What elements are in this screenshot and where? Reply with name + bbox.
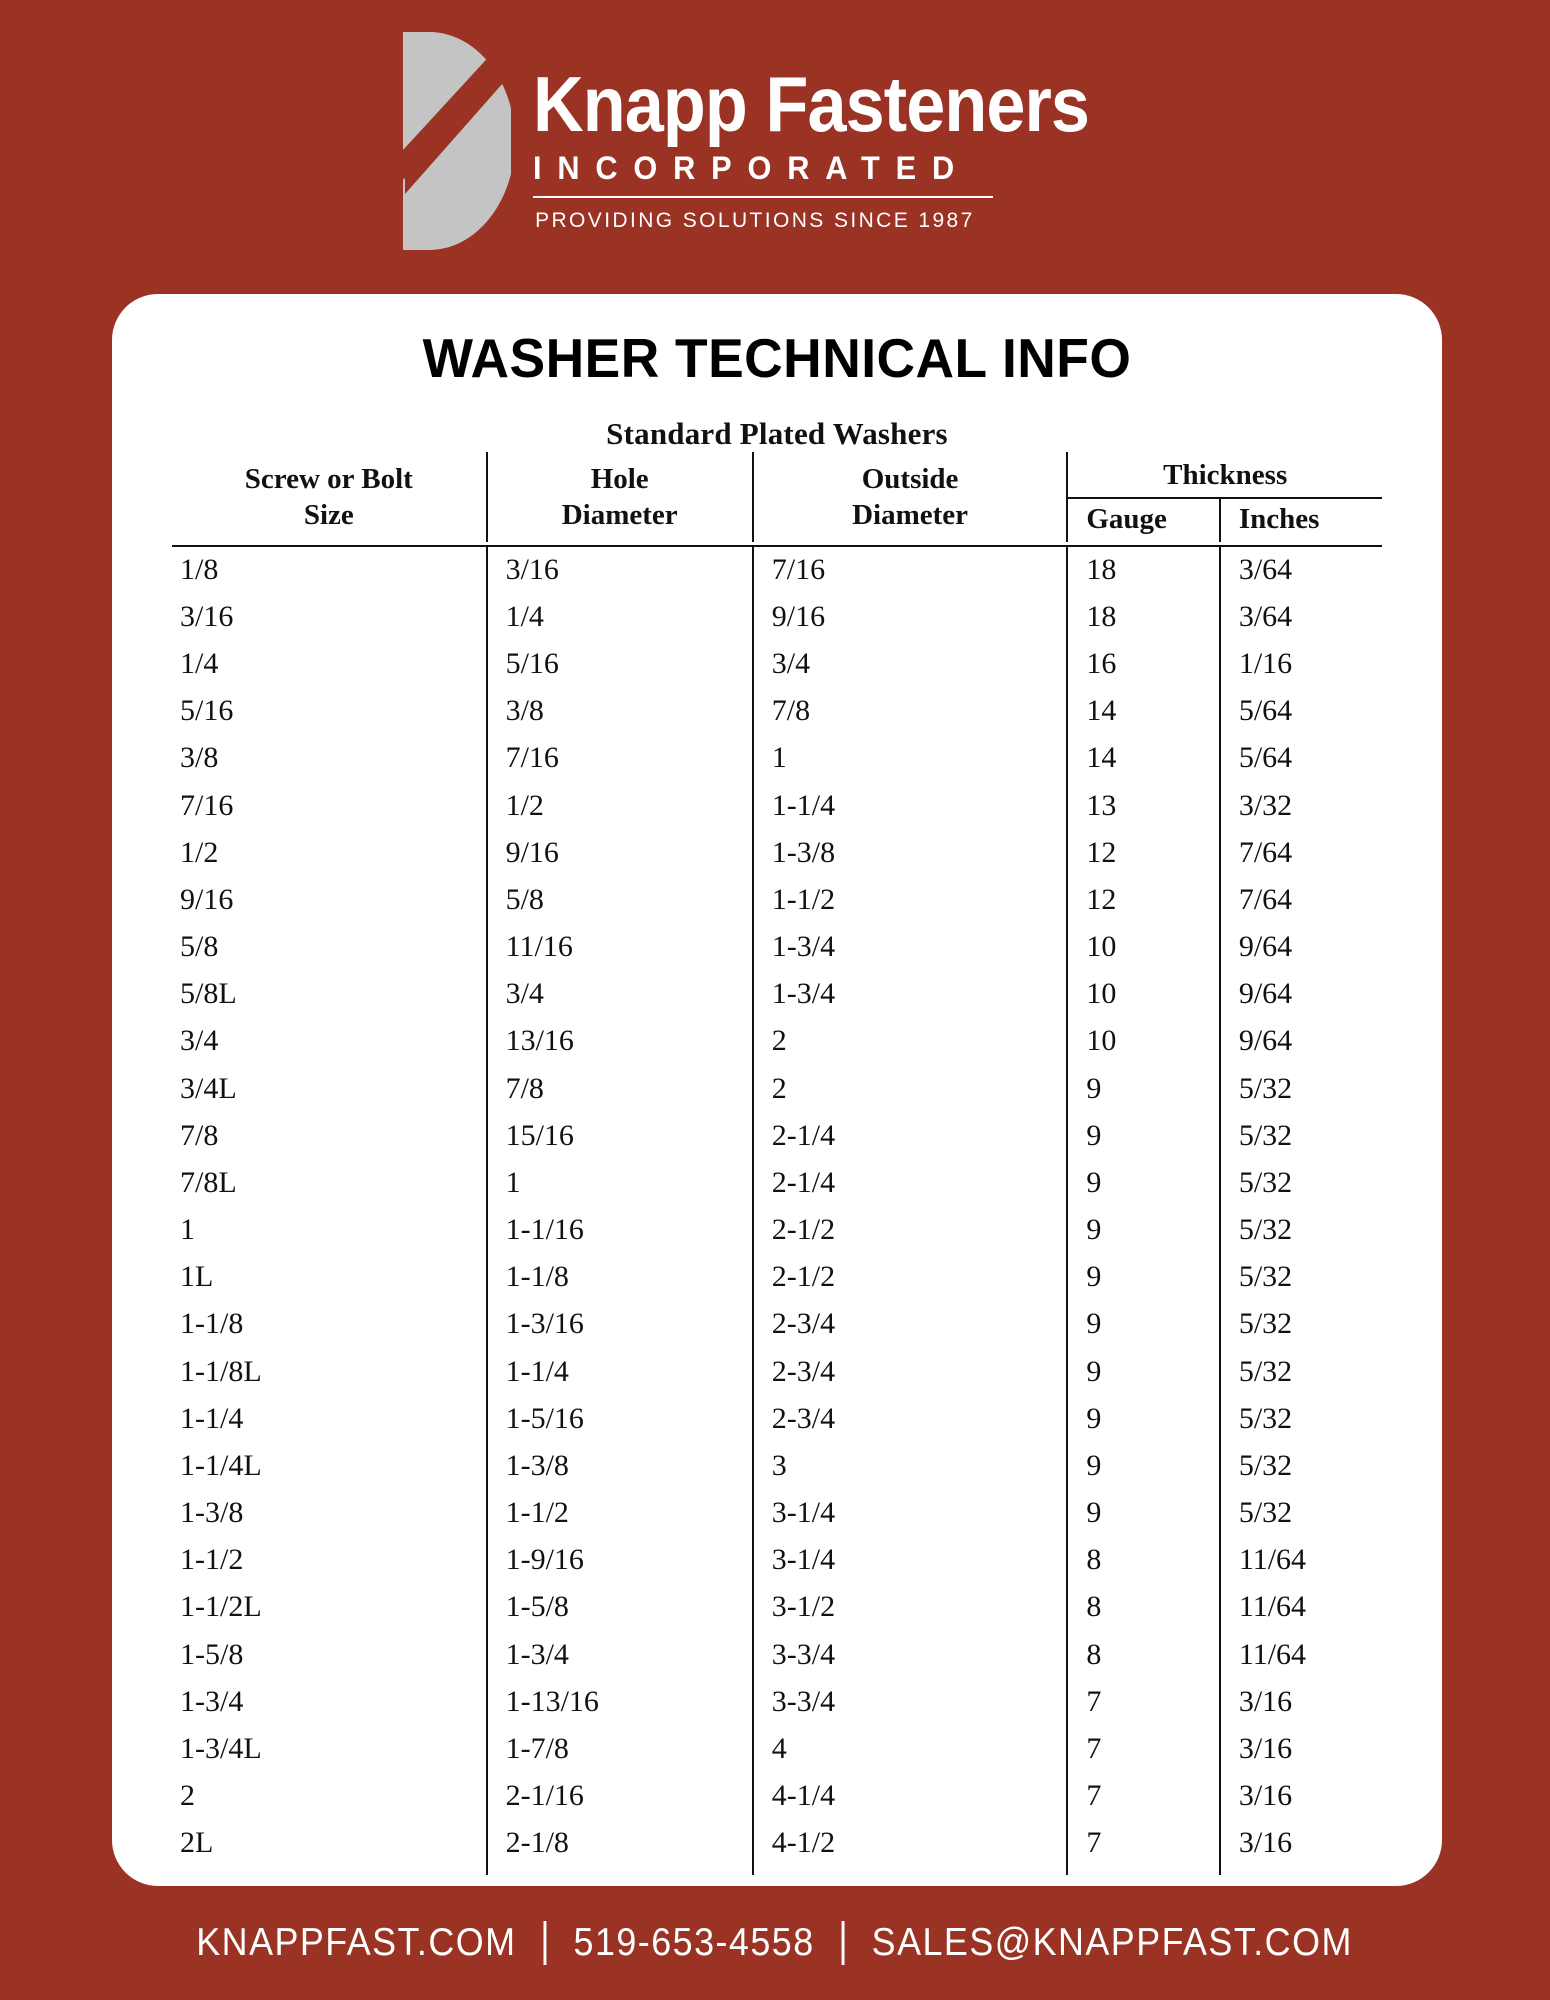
footer-website[interactable]: KNAPPFAST.COM <box>196 1921 517 1964</box>
brand-name: Knapp Fasteners <box>533 60 1090 148</box>
table-body <box>172 546 1382 1876</box>
table-row <box>172 1820 1382 1875</box>
footer-divider-icon <box>544 1921 547 1965</box>
col-header-screw-size <box>172 452 487 542</box>
cell-inches: 11/64 <box>1220 1537 1382 1584</box>
table-row <box>172 1396 1382 1443</box>
cell-outside-diameter: 3-3/4 <box>753 1679 1068 1726</box>
cell-inches: 7/64 <box>1220 830 1382 877</box>
table-row <box>172 1207 1382 1254</box>
cell-screw-size: 1-1/2 <box>180 1543 244 1577</box>
cell-inches: 3/32 <box>1220 782 1382 829</box>
cell-screw-size: 5/8 <box>180 930 219 964</box>
cell-screw-size: 5/16 <box>180 694 234 728</box>
cell-inches: 1/16 <box>1220 641 1382 688</box>
cell-gauge: 9 <box>1067 1113 1219 1160</box>
cell-gauge: 8 <box>1067 1537 1219 1584</box>
cell-screw-size: 5/8L <box>180 977 237 1011</box>
cell-hole-diameter: 7/8 <box>487 1065 753 1112</box>
cell-inches: 11/64 <box>1220 1631 1382 1678</box>
cell-hole-diameter: 15/16 <box>487 1113 753 1160</box>
cell-hole-diameter: 1-1/4 <box>487 1348 753 1395</box>
col-header-screw-line1: Screw or Bolt <box>244 463 413 495</box>
cell-hole-diameter: 1-3/8 <box>487 1443 753 1490</box>
cell-screw-size: 1-1/4 <box>180 1401 244 1435</box>
cell-outside-diameter: 1-3/4 <box>753 924 1068 971</box>
cell-inches: 5/32 <box>1220 1443 1382 1490</box>
cell-hole-diameter: 1-9/16 <box>487 1537 753 1584</box>
cell-outside-diameter: 1-3/4 <box>753 971 1068 1018</box>
cell-inches: 9/64 <box>1220 1018 1382 1065</box>
cell-screw-size: 1-1/8L <box>180 1354 262 1388</box>
cell-outside-diameter: 3-1/4 <box>753 1490 1068 1537</box>
contact-footer <box>0 1886 1550 2000</box>
cell-hole-diameter: 2-1/16 <box>487 1773 753 1820</box>
cell-inches: 9/64 <box>1220 971 1382 1018</box>
table-row <box>172 1679 1382 1726</box>
cell-outside-diameter: 2-1/4 <box>753 1113 1068 1160</box>
logo-divider <box>533 196 993 198</box>
cell-screw-size: 2L <box>180 1826 214 1860</box>
col-header-outside-line1: Outside <box>861 463 959 495</box>
table-row <box>172 971 1382 1018</box>
cell-inches: 3/16 <box>1220 1773 1382 1820</box>
cell-gauge: 7 <box>1067 1773 1219 1820</box>
cell-hole-diameter: 9/16 <box>487 830 753 877</box>
cell-outside-diameter: 2-3/4 <box>753 1396 1068 1443</box>
table-row <box>172 924 1382 971</box>
cell-hole-diameter: 3/4 <box>487 971 753 1018</box>
cell-outside-diameter: 3-1/4 <box>753 1537 1068 1584</box>
cell-inches: 5/32 <box>1220 1160 1382 1207</box>
logo-lockup <box>399 30 1151 252</box>
table-row <box>172 1348 1382 1395</box>
cell-hole-diameter: 1-3/16 <box>487 1301 753 1348</box>
cell-gauge: 18 <box>1067 546 1219 594</box>
cell-screw-size: 1-1/4L <box>180 1448 262 1482</box>
table-row <box>172 1490 1382 1537</box>
cell-hole-diameter: 1-5/8 <box>487 1584 753 1631</box>
cell-gauge: 9 <box>1067 1490 1219 1537</box>
cell-screw-size: 3/4 <box>180 1024 219 1058</box>
cell-screw-size: 1/2 <box>180 835 219 869</box>
cell-gauge: 10 <box>1067 1018 1219 1065</box>
table-row <box>172 1018 1382 1065</box>
table-row <box>172 1443 1382 1490</box>
col-header-hole-line2: Diameter <box>561 499 678 532</box>
footer-phone[interactable]: 519-653-4558 <box>573 1921 816 1964</box>
cell-inches: 11/64 <box>1220 1584 1382 1631</box>
col-header-hole-diameter <box>487 452 753 542</box>
cell-outside-diameter: 1-1/2 <box>753 877 1068 924</box>
cell-inches: 3/64 <box>1220 594 1382 641</box>
cell-outside-diameter: 1 <box>753 735 1068 782</box>
cell-hole-diameter: 3/16 <box>487 546 753 594</box>
table-row <box>172 1631 1382 1678</box>
cell-screw-size: 3/4L <box>180 1071 237 1105</box>
cell-inches: 3/64 <box>1220 546 1382 594</box>
table-row <box>172 830 1382 877</box>
cell-hole-diameter: 7/16 <box>487 735 753 782</box>
cell-outside-diameter: 7/16 <box>753 546 1068 594</box>
cell-hole-diameter: 1/2 <box>487 782 753 829</box>
cell-screw-size: 3/16 <box>180 599 234 633</box>
cell-hole-diameter: 1-7/8 <box>487 1726 753 1773</box>
cell-inches: 5/32 <box>1220 1490 1382 1537</box>
cell-gauge: 13 <box>1067 782 1219 829</box>
cell-hole-diameter: 1-1/2 <box>487 1490 753 1537</box>
cell-hole-diameter: 5/16 <box>487 641 753 688</box>
cell-outside-diameter: 1-1/4 <box>753 782 1068 829</box>
cell-inches: 5/32 <box>1220 1348 1382 1395</box>
cell-hole-diameter: 1-1/8 <box>487 1254 753 1301</box>
col-header-hole-line1: Hole <box>590 463 649 495</box>
col-header-inches: Inches <box>1220 498 1382 541</box>
cell-gauge: 9 <box>1067 1160 1219 1207</box>
col-header-thickness: Thickness <box>1067 452 1382 498</box>
knapp-d-mark-icon <box>399 30 511 252</box>
table-head <box>172 452 1382 546</box>
cell-gauge: 18 <box>1067 594 1219 641</box>
page-title: WASHER TECHNICAL INFO <box>422 327 1132 389</box>
cell-hole-diameter: 1-3/4 <box>487 1631 753 1678</box>
cell-outside-diameter: 4 <box>753 1726 1068 1773</box>
cell-outside-diameter: 3-3/4 <box>753 1631 1068 1678</box>
cell-screw-size: 1-1/8 <box>180 1307 244 1341</box>
footer-contact-strip <box>197 1921 1354 1965</box>
cell-gauge: 9 <box>1067 1301 1219 1348</box>
cell-screw-size: 2 <box>180 1779 195 1813</box>
cell-gauge: 12 <box>1067 877 1219 924</box>
table-row <box>172 1160 1382 1207</box>
cell-screw-size: 1 <box>180 1213 195 1247</box>
table-row <box>172 688 1382 735</box>
cell-outside-diameter: 2 <box>753 1018 1068 1065</box>
cell-inches: 5/32 <box>1220 1113 1382 1160</box>
cell-screw-size: 1-1/2L <box>180 1590 262 1624</box>
cell-inches: 7/64 <box>1220 877 1382 924</box>
col-header-outside-line2: Diameter <box>852 499 969 532</box>
cell-hole-diameter: 3/8 <box>487 688 753 735</box>
brand-header <box>0 0 1550 290</box>
cell-screw-size: 7/8 <box>180 1118 219 1152</box>
cell-hole-diameter: 13/16 <box>487 1018 753 1065</box>
table-row <box>172 1065 1382 1112</box>
table-row <box>172 1584 1382 1631</box>
table-row <box>172 1773 1382 1820</box>
header-row-main <box>172 452 1382 498</box>
cell-gauge: 9 <box>1067 1443 1219 1490</box>
col-header-gauge: Gauge <box>1067 498 1219 541</box>
cell-hole-diameter: 11/16 <box>487 924 753 971</box>
cell-hole-diameter: 1-5/16 <box>487 1396 753 1443</box>
cell-screw-size: 3/8 <box>180 741 219 775</box>
cell-outside-diameter: 3 <box>753 1443 1068 1490</box>
cell-hole-diameter: 1-13/16 <box>487 1679 753 1726</box>
table-row <box>172 782 1382 829</box>
cell-gauge: 9 <box>1067 1348 1219 1395</box>
cell-hole-diameter: 2-1/8 <box>487 1820 753 1875</box>
cell-inches: 5/64 <box>1220 735 1382 782</box>
cell-gauge: 14 <box>1067 688 1219 735</box>
cell-hole-diameter: 1 <box>487 1160 753 1207</box>
col-header-screw-line2: Size <box>303 499 354 532</box>
cell-outside-diameter: 4-1/4 <box>753 1773 1068 1820</box>
cell-screw-size: 1L <box>180 1260 214 1294</box>
col-header-outside-diameter <box>753 452 1068 542</box>
cell-gauge: 8 <box>1067 1584 1219 1631</box>
cell-inches: 9/64 <box>1220 924 1382 971</box>
cell-screw-size: 1/4 <box>180 647 219 681</box>
cell-gauge: 16 <box>1067 641 1219 688</box>
cell-gauge: 9 <box>1067 1207 1219 1254</box>
cell-screw-size: 9/16 <box>180 882 234 916</box>
table-row <box>172 877 1382 924</box>
cell-inches: 5/32 <box>1220 1396 1382 1443</box>
cell-gauge: 7 <box>1067 1820 1219 1875</box>
cell-outside-diameter: 2-3/4 <box>753 1301 1068 1348</box>
cell-hole-diameter: 1/4 <box>487 594 753 641</box>
content-card <box>112 294 1442 1886</box>
table-row <box>172 1537 1382 1584</box>
cell-inches: 5/32 <box>1220 1065 1382 1112</box>
cell-gauge: 8 <box>1067 1631 1219 1678</box>
cell-screw-size: 1/8 <box>180 552 219 586</box>
cell-outside-diameter: 2-3/4 <box>753 1348 1068 1395</box>
table-row <box>172 641 1382 688</box>
cell-screw-size: 1-3/8 <box>180 1496 244 1530</box>
table-row <box>172 546 1382 594</box>
brand-incorporated: INCORPORATED <box>533 150 971 187</box>
cell-screw-size: 1-3/4L <box>180 1731 262 1765</box>
table-row <box>172 1113 1382 1160</box>
cell-gauge: 12 <box>1067 830 1219 877</box>
cell-outside-diameter: 4-1/2 <box>753 1820 1068 1875</box>
cell-outside-diameter: 2-1/2 <box>753 1254 1068 1301</box>
cell-gauge: 7 <box>1067 1726 1219 1773</box>
cell-gauge: 14 <box>1067 735 1219 782</box>
cell-gauge: 9 <box>1067 1254 1219 1301</box>
table-row <box>172 1301 1382 1348</box>
cell-inches: 5/32 <box>1220 1254 1382 1301</box>
cell-gauge: 10 <box>1067 971 1219 1018</box>
cell-hole-diameter: 1-1/16 <box>487 1207 753 1254</box>
cell-screw-size: 7/16 <box>180 788 234 822</box>
cell-inches: 3/16 <box>1220 1820 1382 1875</box>
table-row <box>172 735 1382 782</box>
table-caption: Standard Plated Washers <box>606 416 948 451</box>
cell-outside-diameter: 2-1/4 <box>753 1160 1068 1207</box>
cell-outside-diameter: 2 <box>753 1065 1068 1112</box>
cell-gauge: 9 <box>1067 1065 1219 1112</box>
cell-gauge: 7 <box>1067 1679 1219 1726</box>
footer-divider-icon <box>842 1921 845 1965</box>
cell-outside-diameter: 7/8 <box>753 688 1068 735</box>
cell-inches: 5/64 <box>1220 688 1382 735</box>
cell-inches: 5/32 <box>1220 1301 1382 1348</box>
logo-wordmark <box>533 30 1151 233</box>
cell-screw-size: 1-5/8 <box>180 1637 244 1671</box>
cell-inches: 3/16 <box>1220 1726 1382 1773</box>
footer-email[interactable]: SALES@KNAPPFAST.COM <box>872 1921 1354 1964</box>
cell-inches: 3/16 <box>1220 1679 1382 1726</box>
cell-outside-diameter: 3-1/2 <box>753 1584 1068 1631</box>
cell-gauge: 10 <box>1067 924 1219 971</box>
washer-spec-table <box>172 452 1382 1875</box>
table-row <box>172 1254 1382 1301</box>
table-row <box>172 594 1382 641</box>
cell-outside-diameter: 1-3/8 <box>753 830 1068 877</box>
cell-outside-diameter: 2-1/2 <box>753 1207 1068 1254</box>
cell-hole-diameter: 5/8 <box>487 877 753 924</box>
cell-screw-size: 1-3/4 <box>180 1684 244 1718</box>
cell-gauge: 9 <box>1067 1396 1219 1443</box>
cell-inches: 5/32 <box>1220 1207 1382 1254</box>
brand-tagline: PROVIDING SOLUTIONS SINCE 1987 <box>535 209 975 233</box>
table-container <box>112 416 1442 1875</box>
cell-outside-diameter: 3/4 <box>753 641 1068 688</box>
table-row <box>172 1726 1382 1773</box>
cell-screw-size: 7/8L <box>180 1165 237 1199</box>
cell-outside-diameter: 9/16 <box>753 594 1068 641</box>
